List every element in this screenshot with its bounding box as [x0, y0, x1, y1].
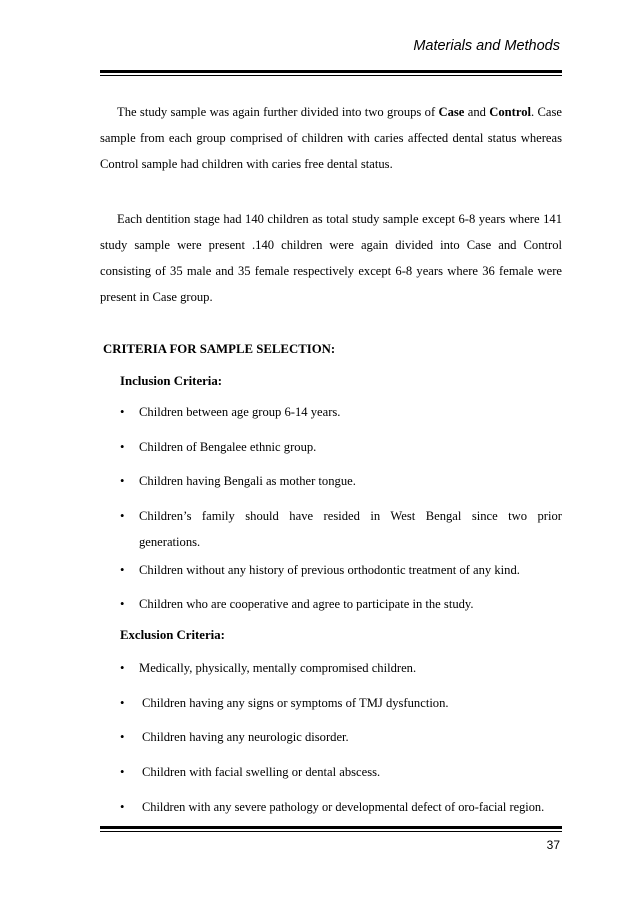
exclusion-item: • Children with facial swelling or dental abscess.: [120, 759, 562, 785]
bullet-icon: •: [120, 405, 125, 419]
inclusion-criteria-heading: Inclusion Criteria:: [120, 374, 223, 388]
inclusion-item: • Children between age group 6-14 years.: [120, 399, 562, 425]
footer-rule: [100, 826, 562, 832]
term-control: Control: [489, 105, 532, 119]
bullet-icon: •: [120, 509, 125, 523]
bullet-icon: •: [120, 474, 125, 488]
paragraph1-pre: The study sample was again further divided into two groups of: [117, 105, 439, 119]
inclusion-item: • Children who are cooperative and agree to participate in the study.: [120, 591, 562, 617]
bullet-icon: •: [120, 597, 125, 611]
inclusion-item: • Children’s family should have resided in West Bengal since two prior generations.: [120, 503, 562, 555]
bullet-icon: •: [120, 800, 125, 814]
inclusion-item: • Children of Bengalee ethnic group.: [120, 434, 562, 460]
bullet-icon: •: [120, 563, 125, 577]
paragraph2-text: Each dentition stage had 140 children as total study sample except 6-8 years where 141 study sample were present .140 children were again divided into Case and Control consisting of 35 male and 35 female respectively except 6-8 years where 36 female were present in Case group.: [100, 212, 562, 304]
running-header-title: Materials and Methods: [413, 38, 560, 54]
bullet-icon: •: [120, 661, 125, 675]
term-case: Case: [438, 105, 465, 119]
paragraph-dentition-stage: [100, 206, 562, 310]
page-number: 37: [546, 838, 560, 852]
bullet-icon: •: [120, 730, 125, 744]
bullet-icon: •: [120, 440, 125, 454]
exclusion-item: • Children having any neurologic disorder.: [120, 724, 562, 750]
criteria-section-title: CRITERIA FOR SAMPLE SELECTION:: [103, 342, 336, 356]
bullet-icon: •: [120, 696, 125, 710]
inclusion-item: • Children without any history of previous orthodontic treatment of any kind.: [120, 557, 562, 583]
exclusion-criteria-heading: Exclusion Criteria:: [120, 628, 225, 642]
exclusion-item: • Children having any signs or symptoms of TMJ dysfunction.: [120, 690, 562, 716]
header-rule: [100, 70, 562, 76]
exclusion-item: • Children with any severe pathology or developmental defect of oro-facial region.: [120, 794, 562, 820]
inclusion-item: • Children having Bengali as mother tongue.: [120, 468, 562, 494]
paragraph-sample-groups: [100, 99, 562, 177]
paragraph1-and: and: [464, 105, 490, 119]
paragraph1-post: . Case sample from each group comprised of children with caries affected dental status whereas Control sample had children with caries free dental status.: [100, 105, 563, 171]
exclusion-item: • Medically, physically, mentally compromised children.: [120, 655, 562, 681]
bullet-icon: •: [120, 765, 125, 779]
